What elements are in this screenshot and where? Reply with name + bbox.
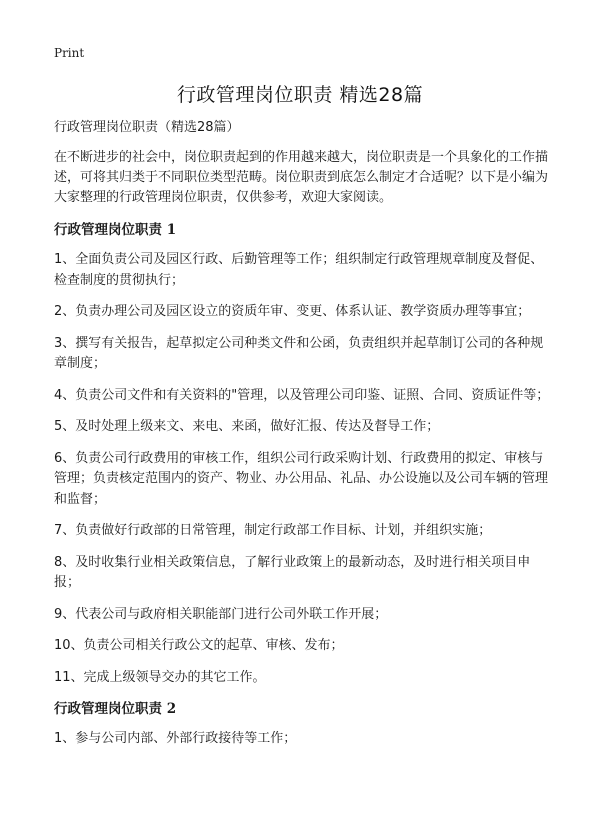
page-title: 行政管理岗位职责 精选28篇 [176, 84, 424, 106]
section-heading: 行政管理岗位职责 1 [54, 222, 177, 238]
duty-item: 7、负责做好行政部的日常管理，制定行政部工作目标、计划，并组织实施； [54, 523, 492, 538]
section-1 [54, 220, 554, 688]
duty-item: 1、参与公司内部、外部行政接待等工作； [54, 731, 297, 746]
print-label: Print [54, 46, 85, 60]
duty-item: 10、负责公司相关行政公文的起草、审核、发布； [54, 638, 344, 653]
duty-item: 6、负责公司行政费用的审核工作，组织公司行政采购计划、行政费用的拟定、审核与管理；负责核定范围内的资产、物业、办公用品、礼品、办公设施以及公司车辆的管理和监督； [54, 450, 549, 507]
section-2 [54, 699, 554, 750]
duty-item: 3、撰写有关报告，起草拟定公司种类文件和公函，负责组织并起草制订公司的各种规章制度； [54, 335, 544, 371]
document-subtitle: 行政管理岗位职责（精选28篇） [54, 120, 240, 135]
intro-paragraph: 在不断进步的社会中，岗位职责起到的作用越来越大，岗位职责是一个具象化的工作描述，可将其归类于不同职位类型范畴。岗位职责到底怎么制定才合适呢？以下是小编为大家整理的行政管理岗位职责，仅供参考，欢迎大家阅读。 [54, 150, 549, 205]
duty-item: 1、全面负责公司及园区行政、后勤管理等工作；组织制定行政管理规章制度及督促、检查制度的贯彻执行； [54, 252, 544, 288]
duty-item: 8、及时收集行业相关政策信息，了解行业政策上的最新动态，及时进行相关项目申报； [54, 554, 531, 590]
duty-item: 4、负责公司文件和有关资料的"管理，以及管理公司印鉴、证照、合同、资质证件等； [54, 387, 550, 403]
duty-item: 9、代表公司与政府相关职能部门进行公司外联工作开展； [54, 606, 388, 622]
duty-item: 2、负责办理公司及园区设立的资质年审、变更、体系认证、教学资质办理等事宜； [54, 304, 531, 319]
duty-item: 11、完成上级领导交办的其它工作。 [54, 669, 266, 685]
duty-item: 5、及时处理上级来文、来电、来函，做好汇报、传达及督导工作； [54, 419, 440, 434]
section-heading: 行政管理岗位职责 2 [54, 701, 177, 717]
document-body [54, 118, 554, 761]
